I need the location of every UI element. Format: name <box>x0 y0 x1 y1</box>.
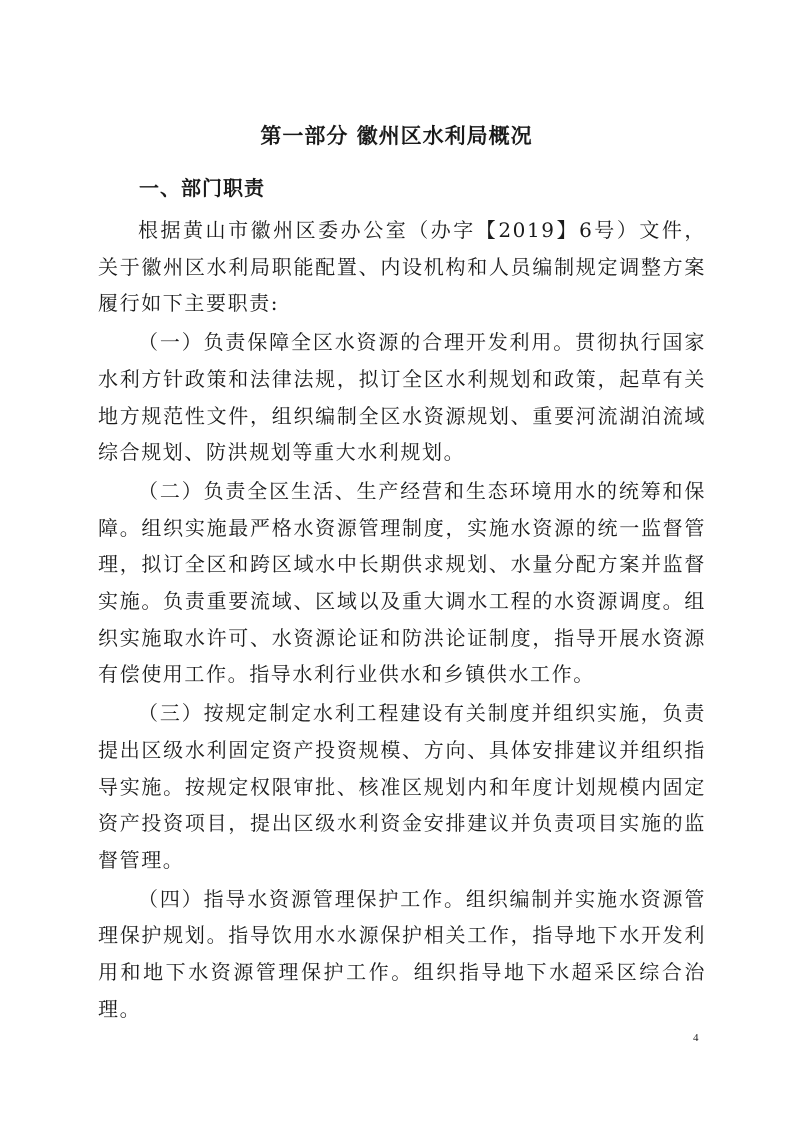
document-title: 第一部分 徽州区水利局概况 <box>260 124 533 148</box>
paragraph-duty-2: （二）负责全区生活、生产经营和生态环境用水的统筹和保障。组织实施最严格水资源管理制度，实施水资源的统一监督管理，拟订全区和跨区域水中长期供求规划、水量分配方案并监督实施。负责重要流域、区域以及重大调水工程的水资源调度。组织实施取水许可、水资源论证和防洪论证制度，指导开展水资源有偿使用工作。指导水利行业供水和乡镇供水工作。 <box>98 478 706 687</box>
section-heading: 一、部门职责 <box>139 176 265 200</box>
paragraph-duty-1: （一）负责保障全区水资源的合理开发利用。贯彻执行国家水利方针政策和法律法规，拟订全区水利规划和政策，起草有关地方规范性文件，组织编制全区水资源规划、重要河流湖泊流域综合规划、防洪规划等重大水利规划。 <box>98 330 706 465</box>
paragraph-duty-4: （四）指导水资源管理保护工作。组织编制并实施水资源管理保护规划。指导饮用水水源保护相关工作，指导地下水开发利用和地下水资源管理保护工作。组织指导地下水超采区综合治理。 <box>98 886 706 1021</box>
paragraph-duty-3: （三）按规定制定水利工程建设有关制度并组织实施，负责提出区级水利固定资产投资规模、方向、具体安排建议并组织指导实施。按规定权限审批、核准区规划内和年度计划规模内固定资产投资项目，提出区级水利资金安排建议并负责项目实施的监督管理。 <box>98 701 706 872</box>
body-text <box>98 212 706 1029</box>
paragraph-intro: 根据黄山市徽州区委办公室（办字【2019】6号）文件，关于徽州区水利局职能配置、内设机构和人员编制规定调整方案履行如下主要职责: <box>98 218 706 316</box>
page-number: 4 <box>693 1032 699 1044</box>
